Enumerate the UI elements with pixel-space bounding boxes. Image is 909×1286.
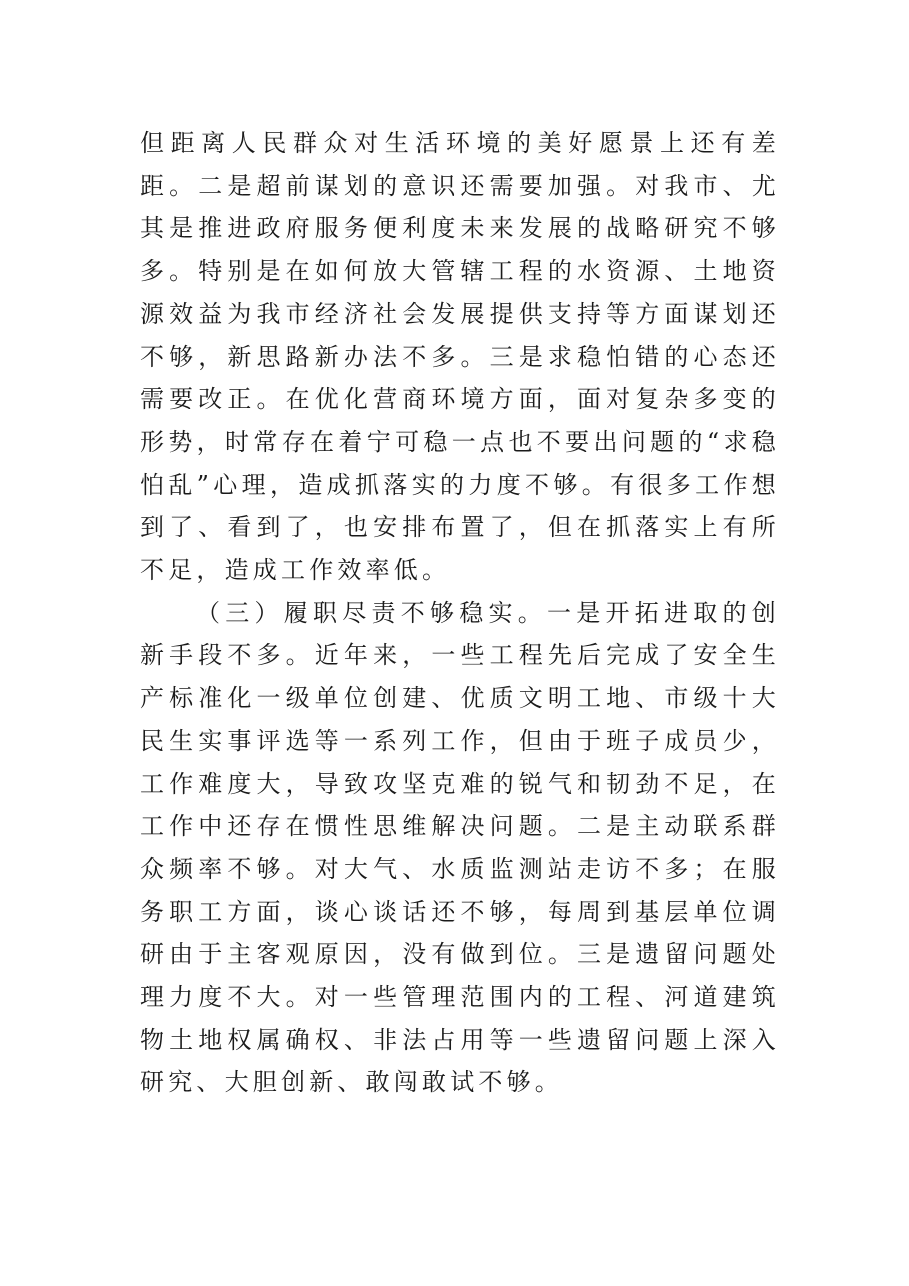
paragraph-section-three: （三）履职尽责不够稳实。一是开拓进取的创新手段不多。近年来，一些工程先后完成了安全生产标准化一级单位创建、优质文明工地、市级十大民生实事评选等一系列工作，但由于班子成员少，工作难度大，导致攻坚克难的锐气和韧劲不足，在工作中还存在惯性思维解决问题。二是主动联系群众频率不够。对大气、水质监测站走访不多；在服务职工方面，谈心谈话还不够，每周到基层单位调研由于主客观原因，没有做到位。三是遗留问题处理力度不大。对一些管理范围内的工程、河道建筑物土地权属确权、非法占用等一些遗留问题上深入研究、大胆创新、敢闯敢试不够。 xyxy=(140,598,780,1097)
paragraph-continuation: 但距离人民群众对生活环境的美好愿景上还有差距。二是超前谋划的意识还需要加强。对我市、尤其是推进政府服务便利度未来发展的战略研究不够多。特别是在如何放大管辖工程的水资源、土地资源效益为我市经济社会发展提供支持等方面谋划还不够，新思路新办法不多。三是求稳怕错的心态还需要改正。在优化营商环境方面，面对复杂多变的形势，时常存在着宁可稳一点也不要出问题的“求稳怕乱”心理，造成抓落实的力度不够。有很多工作想到了、看到了，也安排布置了，但在抓落实上有所不足，造成工作效率低。 xyxy=(140,129,780,585)
body-text xyxy=(140,122,780,1104)
